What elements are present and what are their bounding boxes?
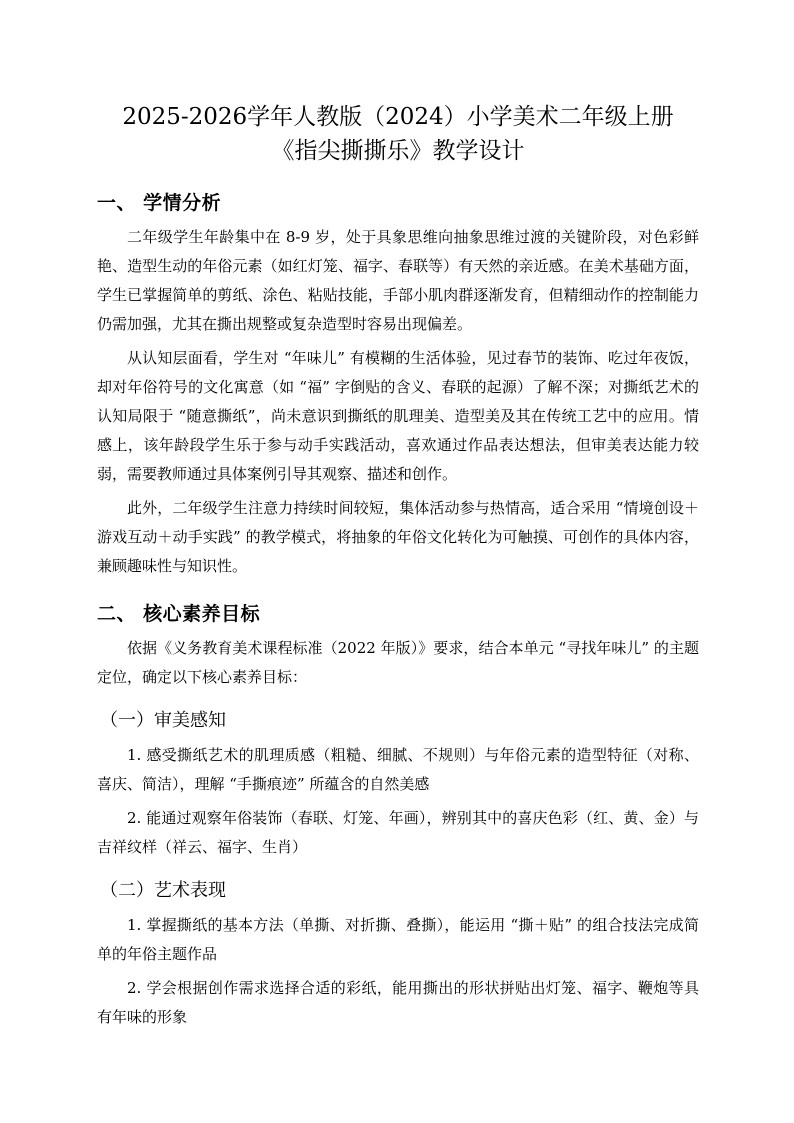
- section-heading-core-goals: 二、 核心素养目标: [97, 603, 261, 625]
- paragraph: 依据《义务教育美术课程标准（2022 年版）》要求，结合本单元 “寻找年味儿” 的主题定位，确定以下核心素养目标：: [97, 639, 699, 686]
- subsection-heading-aesthetic-perception: （一）审美感知: [100, 710, 226, 731]
- paragraph: 二年级学生年龄集中在 8-9 岁，处于具象思维向抽象思维过渡的关键阶段，对色彩鲜艳、造型生动的年俗元素（如红灯笼、福字、春联等）有天然的亲近感。在美术基础方面，学生已掌握简单的剪纸、涂色、粘贴技能，手部小肌肉群逐渐发育，但精细动作的控制能力仍需加强，尤其在撕出规整或复杂造型时容易出现偏差。: [97, 228, 699, 333]
- title-line-2: 《指尖撕撕乐》教学设计: [271, 138, 525, 164]
- paragraph: 此外，二年级学生注意力持续时间较短，集体活动参与热情高，适合采用 “情境创设＋游戏互动＋动手实践” 的教学模式，将抽象的年俗文化转化为可触摸、可创作的具体内容，兼顾趣味性与知识性。: [97, 499, 699, 575]
- document-page: [97, 100, 699, 1032]
- subsection-heading-artistic-expression: （二）艺术表现: [100, 880, 226, 901]
- list-item: 2. 能通过观察年俗装饰（春联、灯笼、年画），辨别其中的喜庆色彩（红、黄、金）与吉祥纹样（祥云、福字、生肖）: [97, 809, 699, 856]
- list-item: 2. 学会根据创作需求选择合适的彩纸，能用撕出的形状拼贴出灯笼、福字、鞭炮等具有年味的形象: [97, 979, 699, 1026]
- list-item: 1. 掌握撕纸的基本方法（单撕、对折撕、叠撕），能运用 “撕＋贴” 的组合技法完成简单的年俗主题作品: [97, 916, 699, 963]
- list-item: 1. 感受撕纸艺术的肌理质感（粗糙、细腻、不规则）与年俗元素的造型特征（对称、喜庆、简洁），理解 “手撕痕迹” 所蕴含的自然美感: [97, 746, 699, 793]
- paragraph: 从认知层面看，学生对 “年味儿” 有模糊的生活体验，见过春节的装饰、吃过年夜饭，却对年俗符号的文化寓意（如 “福” 字倒贴的含义、春联的起源）了解不深；对撕纸艺术的认知局限于 “随意撕纸”，尚未意识到撕纸的肌理美、造型美及其在传统工艺中的应用。情感上，该年龄段学生乐于参与动手实践活动，喜欢通过作品表达想法，但审美表达能力较弱，需要教师通过具体案例引导其观察、描述和创作。: [97, 349, 699, 483]
- document-title: [97, 100, 699, 168]
- title-line-1: 2025-2026学年人教版（2024）小学美术二年级上册: [122, 104, 674, 130]
- section-heading-learner-analysis: 一、 学情分析: [97, 192, 222, 214]
